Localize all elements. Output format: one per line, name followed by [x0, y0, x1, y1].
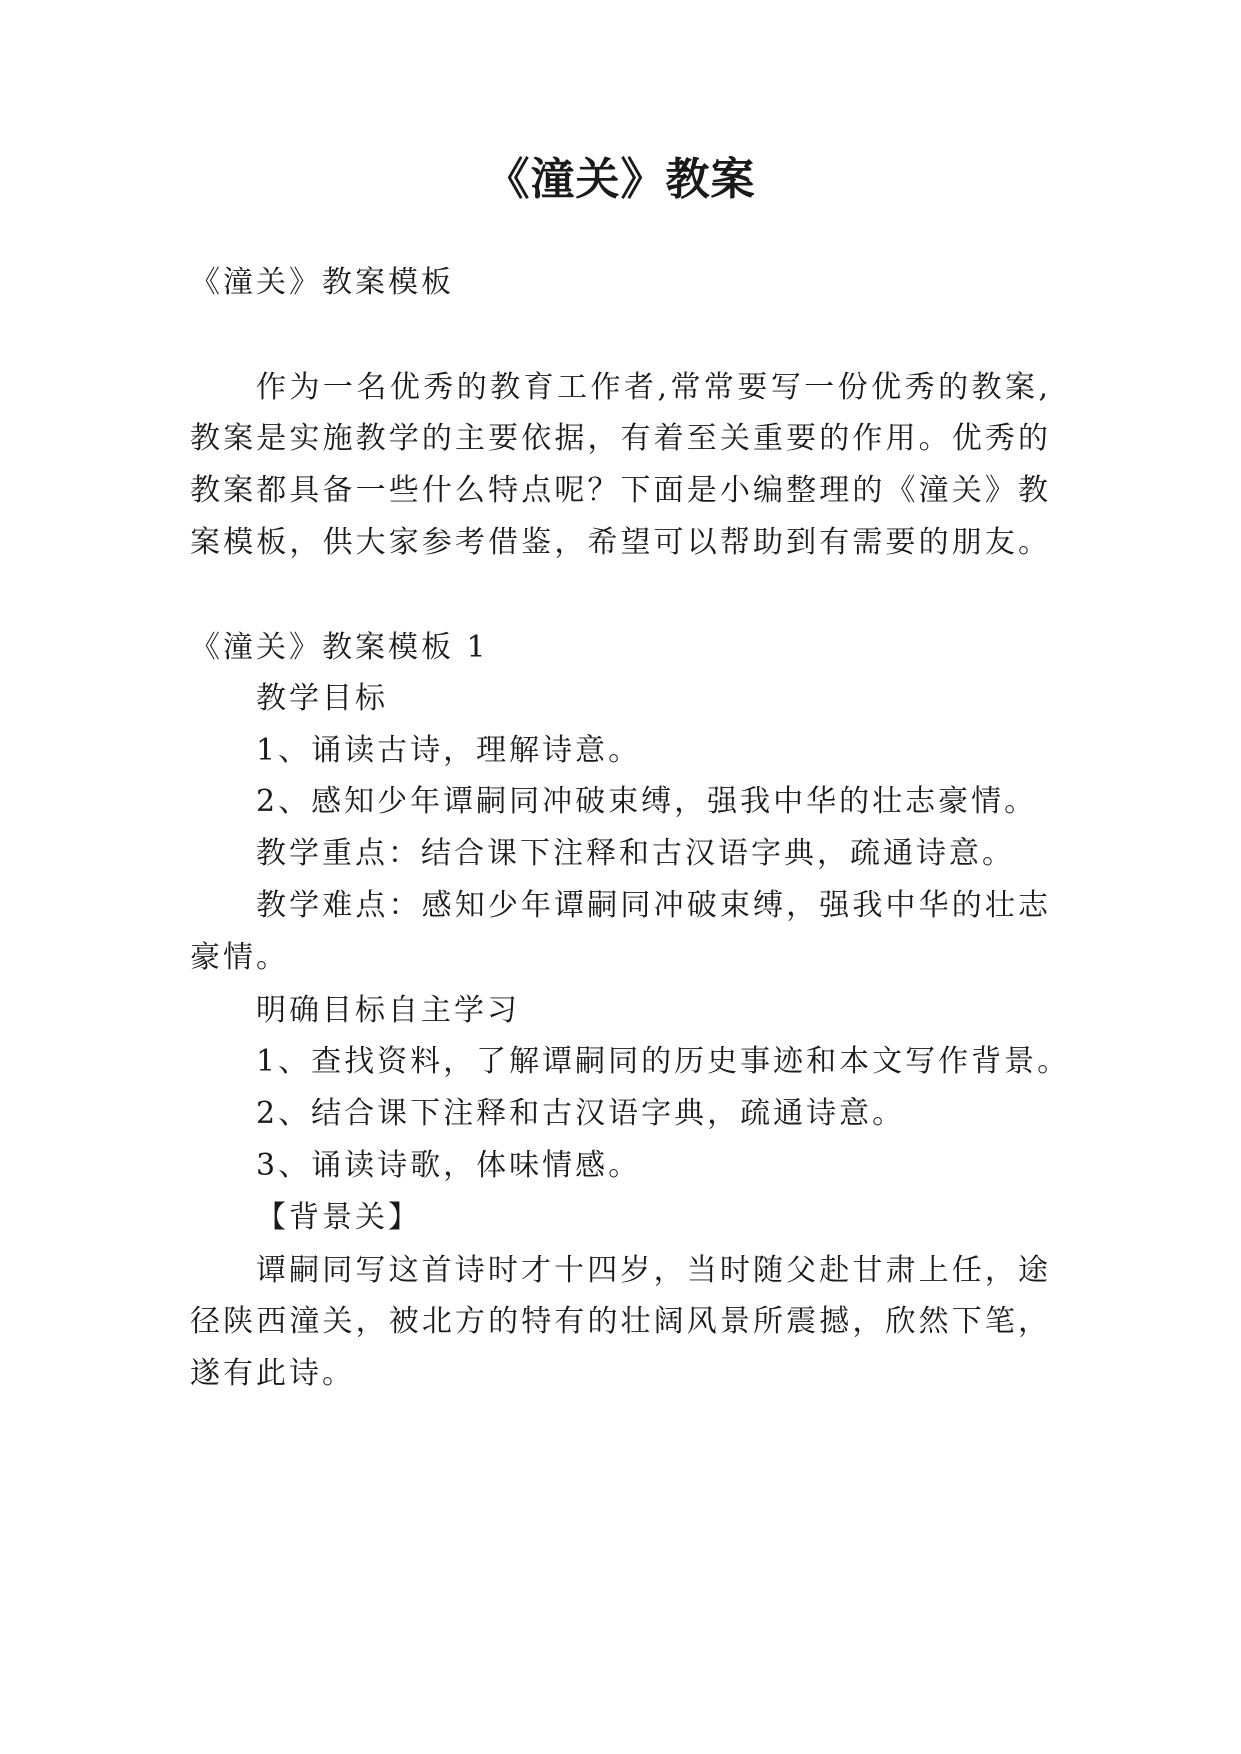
- difficulty-line-2: 豪情。: [190, 940, 289, 975]
- goal-item-2: 2、感知少年谭嗣同冲破束缚，强我中华的壮志豪情。: [256, 784, 1038, 819]
- intro-line-4: 案模板，供大家参考借鉴，希望可以帮助到有需要的朋友。: [190, 525, 1050, 560]
- goals-heading: 教学目标: [256, 681, 388, 716]
- self-study-item-2: 2、结合课下注释和古汉语字典，疏通诗意。: [256, 1096, 906, 1131]
- difficulty-line-1: 教学难点：感知少年谭嗣同冲破束缚，强我中华的壮志: [256, 888, 1050, 923]
- intro-line-1: 作为一名优秀的教育工作者,常常要写一份优秀的教案,: [256, 370, 1050, 405]
- background-line-2: 径陕西潼关，被北方的特有的壮阔风景所震撼，欣然下笔，: [190, 1304, 1050, 1339]
- background-line-3: 遂有此诗。: [190, 1356, 355, 1391]
- key-point: 教学重点：结合课下注释和古汉语字典，疏通诗意。: [256, 836, 1015, 871]
- self-study-item-3: 3、诵读诗歌，体味情感。: [256, 1148, 642, 1183]
- document-title: 《潼关》教案: [485, 154, 756, 205]
- subtitle: 《潼关》教案模板: [190, 265, 454, 300]
- intro-line-3: 教案都具备一些什么特点呢？下面是小编整理的《潼关》教: [190, 473, 1050, 508]
- section-heading: 《潼关》教案模板 1: [190, 630, 489, 665]
- intro-line-2: 教案是实施教学的主要依据，有着至关重要的作用。优秀的: [190, 421, 1050, 456]
- self-study-item-1: 1、查找资料，了解谭嗣同的历史事迹和本文写作背景。: [256, 1044, 1071, 1079]
- background-line-1: 谭嗣同写这首诗时才十四岁，当时随父赴甘肃上任，途: [256, 1253, 1050, 1288]
- self-study-heading: 明确目标自主学习: [256, 993, 520, 1028]
- background-heading: 【背景关】: [256, 1200, 421, 1235]
- goal-item-1: 1、诵读古诗，理解诗意。: [256, 733, 642, 768]
